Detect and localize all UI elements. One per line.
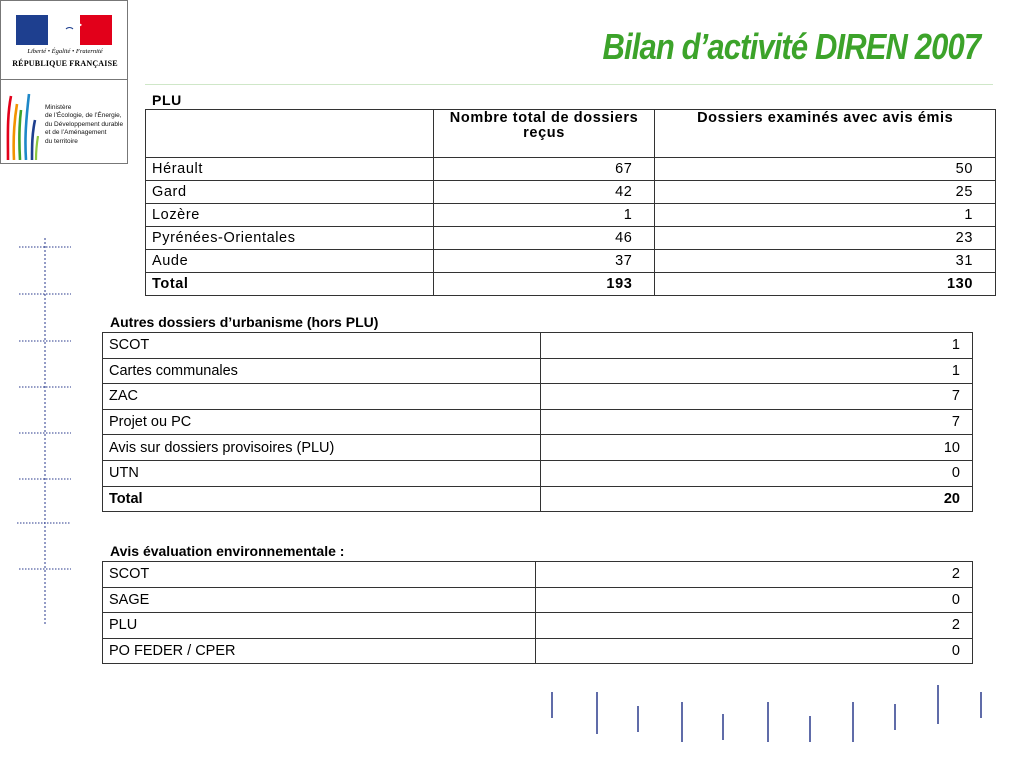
- value-cell: 1: [540, 358, 972, 384]
- table-row: [103, 333, 973, 359]
- marianne-flag-icon: [16, 15, 112, 45]
- table-row: [146, 181, 996, 204]
- table-header-cell: Dossiers examinés avec avis émis: [655, 110, 996, 158]
- row-label: SAGE: [103, 587, 536, 613]
- table-row: [103, 409, 973, 435]
- republique-name: RÉPUBLIQUE FRANÇAISE: [12, 59, 118, 68]
- value-cell: 2: [535, 562, 972, 588]
- table-header-row: [146, 110, 996, 158]
- recus-cell: 1: [433, 204, 655, 227]
- value-cell: 7: [540, 384, 972, 410]
- total-row: [146, 273, 996, 296]
- evaluation-caption: Avis évaluation environnementale :: [110, 543, 345, 559]
- recus-cell: 67: [433, 158, 655, 181]
- row-label: UTN: [103, 460, 541, 486]
- table-row: [146, 204, 996, 227]
- examines-cell: 31: [655, 250, 996, 273]
- row-label: Aude: [146, 250, 434, 273]
- table-row: [103, 613, 973, 639]
- examines-cell: 25: [655, 181, 996, 204]
- table-row: [103, 358, 973, 384]
- table-row: [146, 158, 996, 181]
- value-cell: 0: [535, 587, 972, 613]
- recus-cell: 193: [433, 273, 655, 296]
- republique-motto: Liberté • Égalité • Fraternité: [27, 48, 103, 55]
- evaluation-table: [102, 561, 973, 664]
- ministere-bars-icon: [5, 86, 39, 160]
- autres-table: [102, 332, 973, 512]
- row-label: Projet ou PC: [103, 409, 541, 435]
- total-row: [103, 486, 973, 512]
- table-row: [103, 587, 973, 613]
- recus-cell: 42: [433, 181, 655, 204]
- row-label: SCOT: [103, 333, 541, 359]
- row-label: Lozère: [146, 204, 434, 227]
- ministere-logo: [0, 80, 128, 164]
- plu-table: [145, 109, 996, 296]
- title-divider: [145, 84, 993, 85]
- republique-francaise-logo: [0, 0, 128, 80]
- left-dotted-ornament-icon: [14, 238, 78, 628]
- row-label: Total: [146, 273, 434, 296]
- autres-caption: Autres dossiers d’urbanisme (hors PLU): [110, 314, 379, 330]
- row-label: Total: [103, 486, 541, 512]
- table-row: [103, 435, 973, 461]
- row-label: Gard: [146, 181, 434, 204]
- value-cell: 0: [535, 638, 972, 664]
- recus-cell: 37: [433, 250, 655, 273]
- row-label: ZAC: [103, 384, 541, 410]
- table-row: [103, 638, 973, 664]
- examines-cell: 50: [655, 158, 996, 181]
- value-cell: 0: [540, 460, 972, 486]
- examines-cell: 23: [655, 227, 996, 250]
- row-label: Pyrénées-Orientales: [146, 227, 434, 250]
- value-cell: 7: [540, 409, 972, 435]
- recus-cell: 46: [433, 227, 655, 250]
- value-cell: 20: [540, 486, 972, 512]
- table-row: [103, 562, 973, 588]
- examines-cell: 1: [655, 204, 996, 227]
- bottom-lines-ornament-icon: [540, 682, 1000, 752]
- value-cell: 10: [540, 435, 972, 461]
- examines-cell: 130: [655, 273, 996, 296]
- table-row: [146, 227, 996, 250]
- row-label: SCOT: [103, 562, 536, 588]
- page-title: Bilan d’activité DIREN 2007: [602, 26, 980, 67]
- ministere-name: Ministère de l’Écologie, de l’Énergie, du Développement durable et de l’Aménagement du territoire: [45, 104, 124, 145]
- row-label: Hérault: [146, 158, 434, 181]
- table-header-cell: Nombre total de dossiers reçus: [433, 110, 655, 158]
- row-label: PLU: [103, 613, 536, 639]
- table-row: [103, 384, 973, 410]
- value-cell: 1: [540, 333, 972, 359]
- row-label: PO FEDER / CPER: [103, 638, 536, 664]
- table-row: [146, 250, 996, 273]
- row-label: Cartes communales: [103, 358, 541, 384]
- value-cell: 2: [535, 613, 972, 639]
- table-header-cell: [146, 110, 434, 158]
- plu-caption: PLU: [152, 92, 182, 108]
- row-label: Avis sur dossiers provisoires (PLU): [103, 435, 541, 461]
- table-row: [103, 460, 973, 486]
